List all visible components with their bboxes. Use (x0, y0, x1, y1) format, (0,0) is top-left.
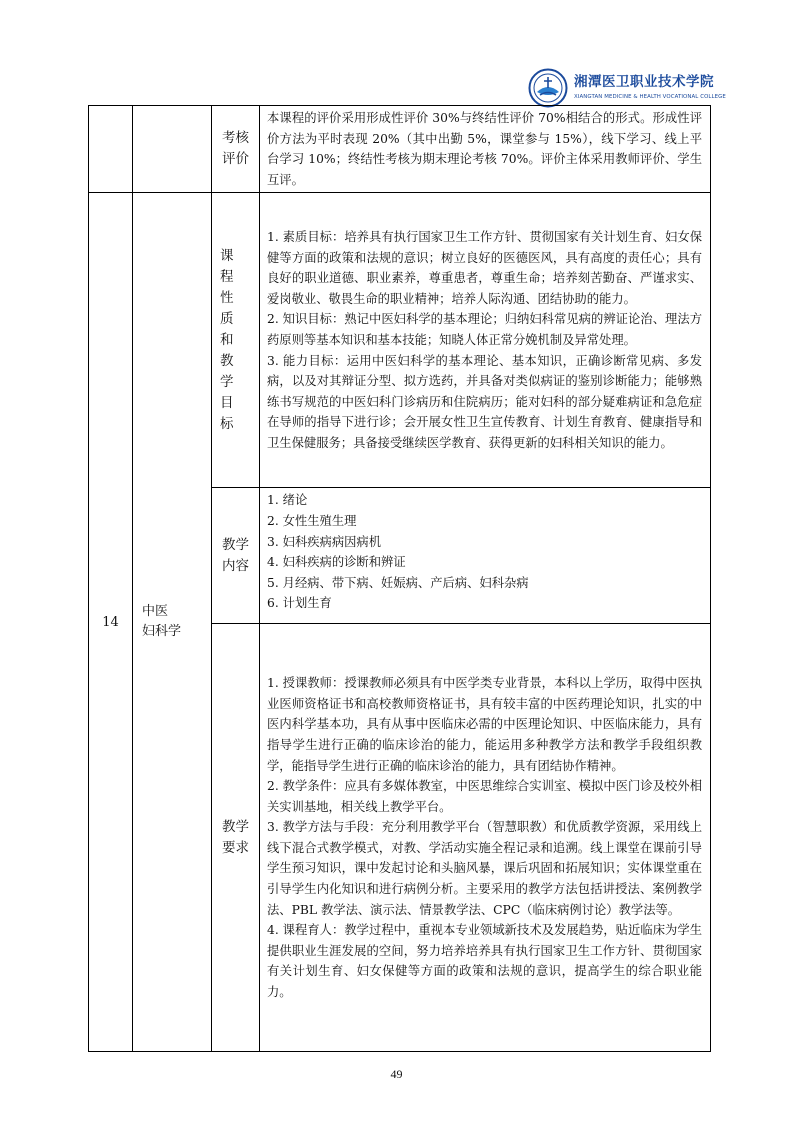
assessment-label (212, 106, 260, 193)
goals-row (89, 193, 711, 488)
teaching-content-label (212, 488, 260, 624)
teaching-content-label-text: 教学内容 (222, 536, 249, 574)
blank-cell (89, 106, 133, 193)
goals-label-text: 课程性质和教学目标 (220, 247, 240, 432)
course-table (88, 105, 711, 1052)
assessment-paragraph: 本课程的评价采用形成性评价 30%与终结性评价 70%相结合的形式。形成性评价方法为平时表现 20%（其中出勤 5%，课堂参与 15%），线下学习、线上平台学习 10%；终结性考核为期末理论考核 70%。评价主体采用教师评价、学生互评。 (267, 111, 702, 187)
page-number: 49 (390, 1067, 403, 1081)
teaching-requirements-content (260, 624, 711, 1052)
content-item: 5. 月经病、带下病、妊娠病、产后病、妇科杂病 (267, 575, 529, 590)
content-item: 3. 妇科疾病病因病机 (267, 534, 382, 549)
goals-content (260, 193, 711, 488)
goal-item: 2. 知识目标：熟记中医妇科学的基本理论；归纳妇科常见病的辨证论治、理法方药原则等基本知识和基本技能；知晓人体正常分娩机制及异常处理。 (267, 312, 702, 348)
content-item: 4. 妇科疾病的诊断和辨证 (267, 555, 406, 570)
content-item: 1. 绪论 (267, 493, 308, 508)
course-name-line2: 妇科学 (142, 624, 182, 640)
requirement-item: 3. 教学方法与手段：充分利用教学平台（智慧职教）和优质教学资源，采用线上线下混合式教学模式，对教、学活动实施全程记录和追溯。线上课堂在课前引导学生预习知识，课中发起讨论和头脑风暴，课后巩固和拓展知识；实体课堂重在引导学生内化知识和进行病例分析。主要采用的教学方法包括讲授法、案例教学法、PBL 教学法、演示法、情景教学法、CPC（临床病例讨论）教学法等。 (267, 820, 702, 917)
assessment-text (260, 106, 711, 193)
college-name-en: XIANGTAN MEDICINE & HEALTH VOCATIONAL COLLEGE (574, 94, 726, 100)
requirement-item: 4. 课程育人：教学过程中，重视本专业领域新技术及发展趋势，贴近临床为学生提供职业生涯发展的空间，努力培养培养具有执行国家卫生工作方针、贯彻国家有关计划生育、妇女保健等方面的政策和法规的意识，提高学生的综合职业能力。 (267, 923, 702, 1000)
requirement-item: 1. 授课教师：授课教师必须具有中医学类专业背景，本科以上学历，取得中医执业医师资格证书和高校教师资格证书，具有较丰富的中医药理论知识，扎实的中医内科学基本功，具有从事中医临床必需的中医理论知识、中医临床能力，具有指导学生进行正确的临床诊治的能力，能运用多种教学方法和教学手段组织教学，能指导学生进行正确的临床诊治的能力，具有团结协作精神。 (267, 676, 702, 773)
teaching-requirements-label-text: 教学要求 (222, 818, 249, 856)
assessment-row (89, 106, 711, 193)
college-emblem-icon (528, 68, 568, 108)
assessment-label-text: 考核评价 (222, 130, 249, 168)
goals-label (212, 193, 260, 488)
goal-item: 1. 素质目标：培养具有执行国家卫生工作方针、贯彻国家有关计划生育、妇女保健等方面的政策和法规的意识；树立良好的医德医风，具有高度的责任心；具有良好的职业道德、职业素养，尊重患者，尊重生命；培养刻苦勤奋、严谨求实、爱岗敬业、敬畏生命的职业精神；培养人际沟通、团结协助的能力。 (267, 230, 702, 306)
requirement-item: 2. 教学条件：应具有多媒体教室，中医思维综合实训室、模拟中医门诊及校外相关实训基地，相关线上教学平台。 (267, 779, 702, 814)
blank-cell (133, 106, 212, 193)
goal-item: 3. 能力目标：运用中医妇科学的基本理论、基本知识，正确诊断常见病、多发病，以及对其辩证分型、拟方选药，并具备对类似病证的鉴别诊断能力；能够熟练书写规范的中医妇科门诊病历和住院病历；能对妇科的部分疑难病证和急危症在导师的指导下进行诊；会开展女性卫生宣传教育、计划生育教育、健康指导和卫生保健服务；具备接受继续医学教育、获得更新的妇科相关知识的能力。 (267, 353, 702, 451)
course-name-line1: 中医 (142, 604, 169, 620)
content-item: 6. 计划生育 (267, 596, 332, 611)
teaching-requirements-label (212, 624, 260, 1052)
course-number: 14 (89, 193, 133, 1052)
college-name-cn: 湘潭医卫职业技术学院 (574, 74, 714, 90)
content-item: 2. 女性生殖生理 (267, 513, 357, 528)
teaching-content-list (260, 488, 711, 624)
course-name (133, 193, 212, 1052)
